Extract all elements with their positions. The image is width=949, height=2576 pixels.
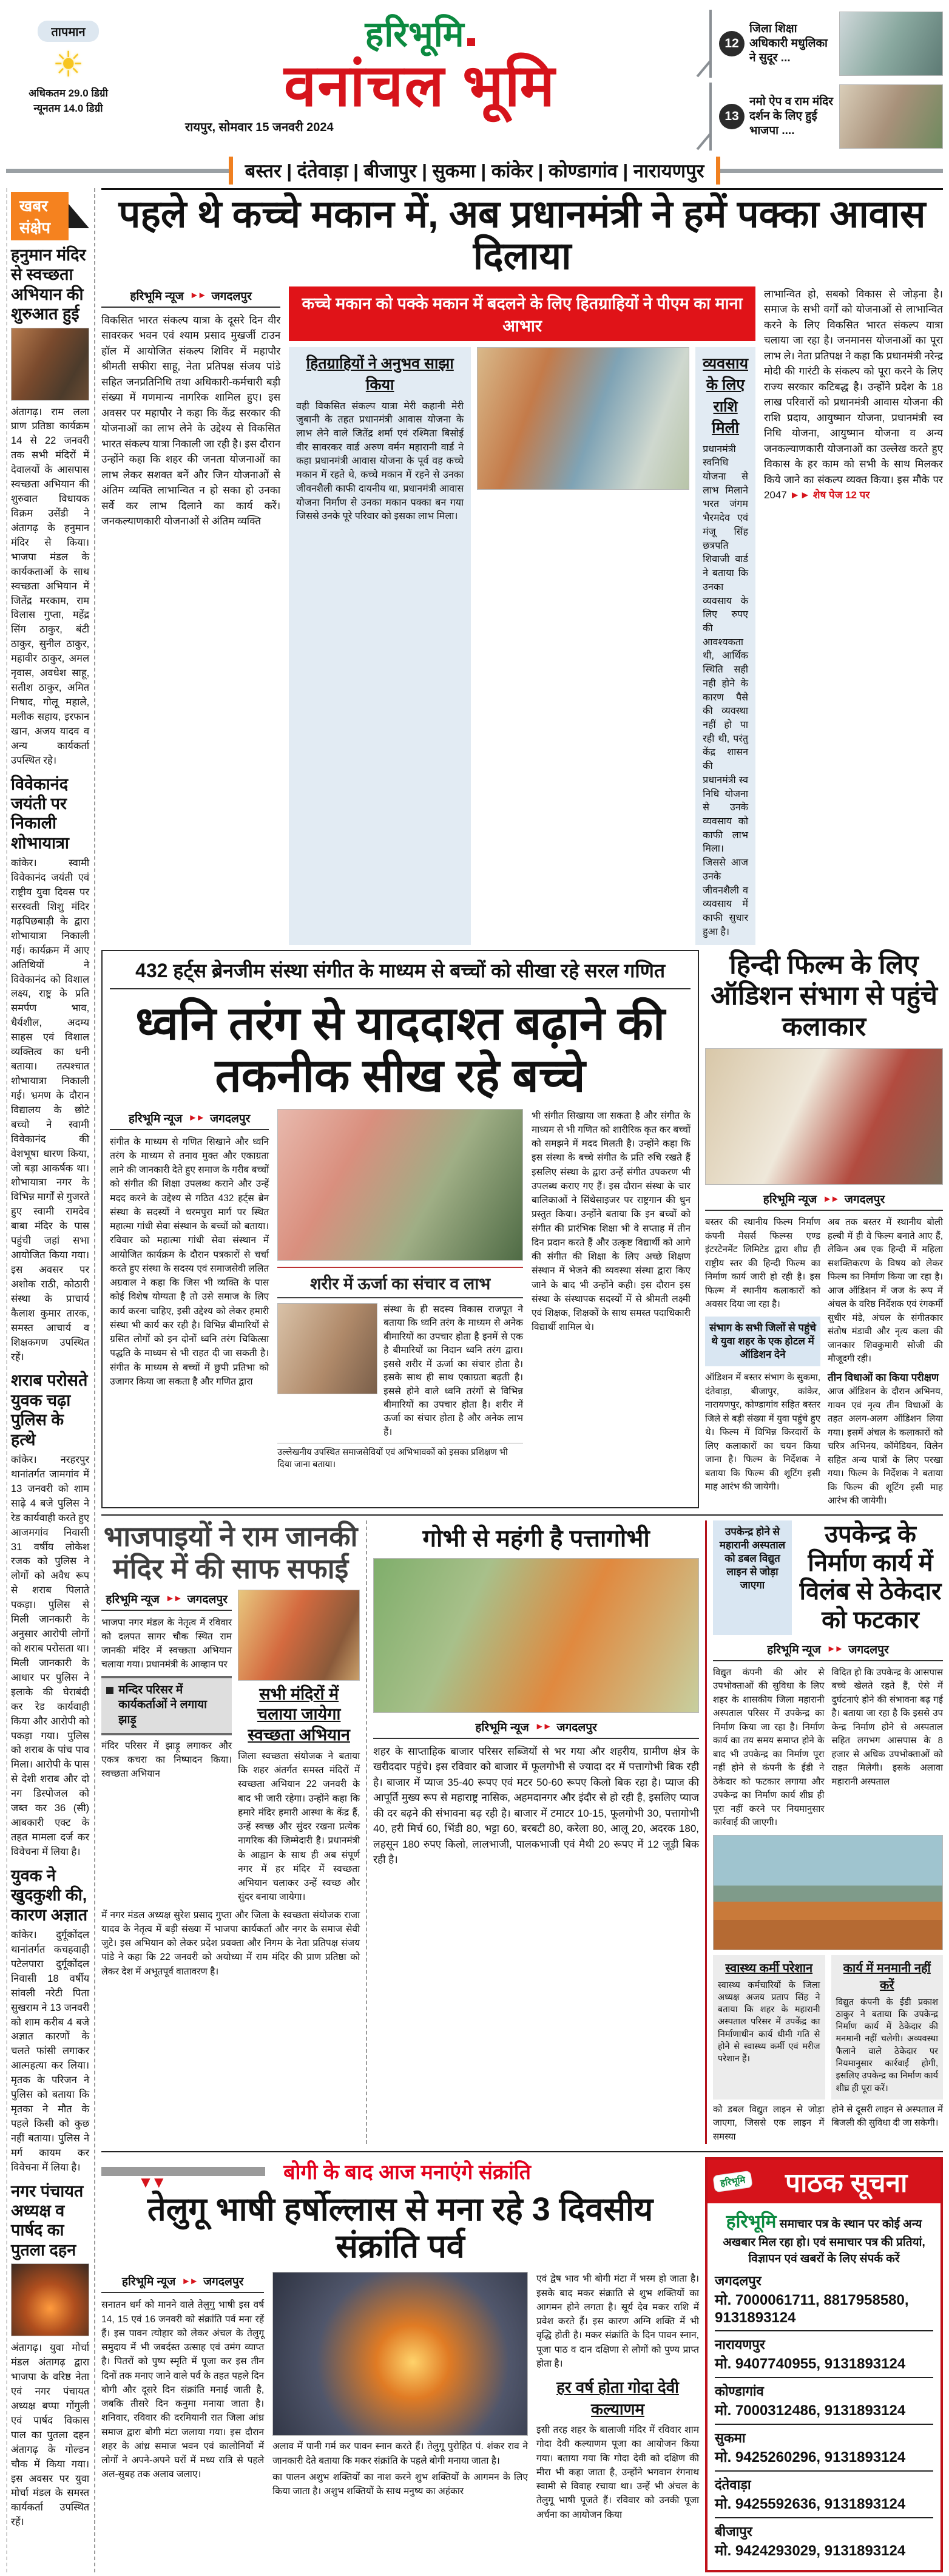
lead-column-center xyxy=(289,286,755,946)
sankranti-kicker: बोगी के बाद आज मनाएंगे संक्रांति xyxy=(283,2161,531,2185)
music-column-right xyxy=(532,1109,691,1471)
experience-box xyxy=(289,347,471,946)
bjp-pullquote-text: मन्दिर परिसर में कार्यकर्ताओं ने लगाया झाड़ू xyxy=(118,1683,208,1726)
energy-box-title: शरीर में ऊर्जा का संचार व लाभ xyxy=(277,1272,523,1298)
brand-logo-main: वनांचल भूमि xyxy=(284,53,556,118)
bjp-body-2: मंदिर परिसर में झाड़ू लगाकर और एकत्र कचरा का निष्पादन किया। स्वच्छता अभियान xyxy=(101,1740,232,1780)
top-briefs xyxy=(709,4,943,155)
film-headline: हिन्दी फिल्म के लिए ऑडिशन संभाग से पहुंचे कलाकार xyxy=(711,950,937,1042)
brand-dot-icon xyxy=(467,38,475,46)
film-column-right xyxy=(828,1216,943,1508)
reader-notice-box xyxy=(705,2157,943,2572)
reader-notice-header xyxy=(708,2160,941,2203)
cleaning-box-title: सभी मंदिरों में चलाया जायेगा स्वच्छता अभियान xyxy=(248,1684,350,1744)
film-highlight-box: संभाग के सभी जिलों से पहुंचे थे युवा शहर के एक होटल में ऑडिशन देने xyxy=(705,1317,820,1366)
contact-row xyxy=(715,2378,933,2425)
masthead xyxy=(6,4,943,155)
substation-body-right: विदित हो कि उपकेन्द्र के आसपास बच्चे खेलते रहते हैं, ऐसे में दुर्घटनाएं होने की संभावना बढ़ गई है। बताया जा रहा है कि इससे उप केन्द्र निर्माण होने से अस्पताल सहित लगभग आसपास के 8 हजार से अधिक उपभोक्ताओं को राहत मिलेगी। इसके अलावा महारानी अस्पताल xyxy=(831,1667,943,1787)
contact-phones: मो. 7000061711, 8817958580, 9131893124 xyxy=(715,2291,909,2326)
sidebar-article xyxy=(11,1371,89,1859)
kicker-bar xyxy=(101,2167,265,2191)
bjp-body-1: भाजपा नगर मंडल के नेतृत्व में रविवार को दलपत सागर चौक स्थित राम जानकी मंदिर में स्वच्छता अभियान चलाया गया। प्रधानमंत्री के आव्हान पर xyxy=(101,1617,232,1670)
photo-effigy-burning xyxy=(11,2263,89,2336)
film-body-2: ऑडिशन में बस्तर संभाग के सुकमा, दंतेवाड़ा, बीजापुर, कांकेर, नारायणपुर, कोण्डागांव सहित बस्तर जिले से बड़ी संख्या में युवा पहुंचे हुए थे। फिल्म में विभिन्न किरदारों के लिए कलाकारों का चयन किया जाना है। फिल्म के निर्देशक ने बताया कि फिल्म की शूटिंग इसी माह आरंभ की जायेगी। xyxy=(705,1372,820,1493)
contact-row xyxy=(715,2472,933,2518)
no-arbitrariness-box xyxy=(831,1955,944,2100)
business-box-body: प्रधानमंत्री स्वनिधि योजना से लाभ मिलाने भरत जंगम भैरमदेव एवं मंजू सिंह छत्रपति शिवाजी वार्ड ने बताया कि उनका व्यवसाय के लिए रुपए की आवश्यकता थी, आर्थिक स्थिति सही नही होने के कारण पैसे की व्यवस्था नहीं हो पा रही थी, परंतु केंद्र शासन की प्रधानमंत्री स्व निधि योजना से उनके व्यवसाय को काफी लाभ मिला। जिससे आज उनके जीवनशैली व व्यवसाय में काफी सुधार हुआ है। xyxy=(703,444,748,937)
lead-body-right: लाभान्वित हो, सबको विकास से जोड़ना है। समाज के सभी वर्गों को योजनाओं से लाभान्वित करने के लिए विकसित भारत संकल्प यात्रा चलाया जा रहा है। जनमानस योजनाओं का पूरा लाभ ले। नेता प्रतिपक्ष ने कहा कि प्रधानमंत्री नरेन्द्र मोदी की गारंटी के संकल्प को पूरा करने के लिए राज्य सरकार कटिबद्ध है। उन्होंने प्रदेश के 18 लाख परिवारों को प्रधानमंत्री आवास योजना की राशि प्रदाय, आयुष्मान योजना, प्रधानमंत्री स्व निधि योजना, आयुष्मान योजना व अन्य जनकल्याणकारी योजनाओं का उल्लेख करते हुए विकास के हर काम को सभी के साथ मिलकर किये जाने का संकल्प व्यक्त किया। इस मौके पर 2047 xyxy=(764,288,943,501)
sidebar-header-triangle-icon xyxy=(69,204,89,228)
experience-box-body: वही विकसित संकल्प यात्रा मेरी कहानी मेरी जुबानी के तहत प्रधानमंत्री आवास योजना के लाभ लेने वाले जितेंद्र शर्मा एवं रश्मिता बिसोई वीर सावरकर वार्ड अरुण वर्मन महारानी वार्ड ने कहा प्रधानमंत्री आवास योजना के पूर्व वह कच्चे मकान में रहते थे, कच्चे मकान में रहने से उनका जीवनशैली काफी दायनीय था, प्रधानमंत्री आवास योजना निर्माण से उनका मकान पक्का बन गया जिससे उनके पूरे परिवार को इसका लाभ मिला। xyxy=(296,401,464,522)
energy-box xyxy=(277,1267,523,1471)
sankranti-column-left xyxy=(101,2272,264,2522)
contact-row xyxy=(715,2268,933,2331)
sun-icon: ☀ xyxy=(52,45,84,84)
film-body-3: अब तक बस्तर में स्थानीय बोली हल्बी में ही वे फिल्म बनाते आए हैं, लेकिन अब एक हिन्दी में महिला सशक्तिकरण के विषय को लेकर फिल्म का निर्माण किया जा रहा है। आज ऑडिशन में जज के रूप में अंचल के वरिष्ठ निर्देशक एवं रंगकर्मी सुधीर मंडे, अंचल के संगीतकार संतोष मंडावी और नृत्य कला की जानकार शिवकुमारी सोजी की मौजूदगी रही। xyxy=(828,1217,943,1364)
business-box xyxy=(695,347,755,946)
main-content xyxy=(95,188,943,2572)
film-audition-story xyxy=(705,950,943,1508)
lead-column-left xyxy=(101,286,280,946)
brief-item xyxy=(709,10,943,78)
continued-on-page-note: ►► शेष पेज 12 पर xyxy=(789,489,870,501)
substation-headline: उपकेन्द्र के निर्माण कार्य में विलंब से ठेकेदार को फटकार xyxy=(799,1520,942,1634)
byline-place: जगदलपुर xyxy=(187,1593,228,1606)
sidebar-article xyxy=(11,1866,89,2175)
byline-arrow-icon: ►► xyxy=(181,2276,198,2286)
article-body: अंतागढ़। युवा मोर्चा मंडल अंतागढ़ द्वारा भाजपा के वरिष्ठ नेता एवं नगर पंचायत अध्यक्ष बप्पा गोंगुली एवं पार्षद विकास पाल का पुतला दहन अंतागढ़ के गोल्डन चौक में किया गया। इस अवसर पर युवा मोर्चा मंडल के समस्त कार्यकर्ता उपस्थित रहें। xyxy=(11,2342,90,2528)
contact-row xyxy=(715,2331,933,2378)
substation-story xyxy=(705,1520,943,2144)
byline xyxy=(101,1590,232,1611)
brand-logo-top: हरिभूमि xyxy=(365,15,465,54)
byline-arrow-icon: ►► xyxy=(188,1113,204,1124)
photo-ram-janki-temple-cleaning xyxy=(238,1590,360,1681)
dateline: रायपुर, सोमवार 15 जनवरी 2024 xyxy=(185,120,334,134)
bjp-headline: भाजपाइयों ने राम जानकी मंदिर में की साफ सफाई xyxy=(103,1520,358,1584)
article-title: नगर पंचायत अध्यक्ष व पार्षद का पुतला दहन xyxy=(11,2181,84,2259)
article-title: शराब परोसते युवक चढ़ा पुलिस के हत्थे xyxy=(11,1371,88,1449)
weather-title: तापमान xyxy=(38,21,98,42)
byline-place: जगदलपुर xyxy=(844,1193,885,1207)
byline xyxy=(101,2272,264,2293)
byline-agency: हरिभूमि न्यूज xyxy=(130,290,184,303)
bjp-pullquote xyxy=(101,1676,232,1735)
music-column-center xyxy=(277,1109,523,1471)
music-body-right: भी संगीत सिखाया जा सकता है और संगीत के माध्यम से भी गणित को शारीरिक कृत कर बच्चों को समझने में मदद मिलती है। उन्होंने कहा कि इस संस्था के बच्चे संगीत के प्रति रुचि रखते हैं इसलिए संस्था के द्वारा उन्हें संगीत उपकरण भी उपलब्ध कराए गए हैं। इस दौरान संस्था के चार बालिकाओं ने सिंथेसाइजर पर राष्ट्रगान की धुन प्रस्तुत किया। उन्होंने बताया कि इन बच्चों को संगीत की प्रारंभिक शिक्षा भी वे सप्ताह में तीन दिन प्रदान करते हैं और उत्कृष्ट विद्यार्थी को आगे की संगीत की शिक्षा के लिए अच्छे शिक्षण संस्थान में भेजने की व्यवस्था संस्था द्वारा किए जाने के बाद भी उन्होंने कही। इस दौरान इस संस्था के संस्थापक सदस्यों में से श्रीमती लक्ष्मी एवं शिक्षक, शिक्षकों के साथ समस्त पदाधिकारी विद्यार्थी शामिल थे। xyxy=(532,1110,691,1333)
goda-devi-box xyxy=(536,2376,699,2522)
byline xyxy=(101,286,280,308)
lead-story xyxy=(101,188,943,945)
photo-bogi-bonfire xyxy=(272,2272,528,2436)
brief-bracket-line xyxy=(709,10,714,78)
sankranti-body-left: सनातन धर्म को मानने वाले तेलुगु भाषी इस वर्ष 14, 15 एवं 16 जनवरी को संक्रांति पर्व मना रहें हैं। इस पावन त्योहार को लेकर अंचल के तेलुगू समुदाय में भी जबर्दस्त उत्साह एवं उमंग व्याप्त है। पितरों को पुष्प स्मृति में पूजा कर इस तीन दिनों तक मनाए जाने वाले पर्व के तहत पहले दिन बोगी और दूसरे दिन संक्रांति मनाई जाती है, जबकि तीसरे दिन कनुमा मनाया जाता है। शनिवार, रविवार की दरमियानी रात जिला आंध्र समाज द्वारा बोगी मंटा जलाया गया। इस दौरान शहर के आंध्र समाज भवन एवं कालोनियों में लोगों ने अपने-अपने घरों में मध्य रात्रि से पहले अल-सुबह तक अलाव जलाए। xyxy=(101,2300,265,2480)
brief-number-badge: 12 xyxy=(719,31,745,56)
byline xyxy=(713,1640,943,1661)
byline xyxy=(705,1190,943,1211)
byline-agency: हरिभूमि न्यूज xyxy=(121,2276,176,2289)
brand-name: हरिभूमि xyxy=(726,2212,777,2232)
weather-widget xyxy=(6,4,130,155)
contact-city: बीजापुर xyxy=(715,2523,752,2539)
film-body-4: आज ऑडिशन के दौरान अभिनय, गायन एवं नृत्य तीन विधाओं के तहत अलग-अलग ऑडिशन लिया गया। इसमें अंचल के कलाकारों को चरित्र अभिनय, कॉमेडियन, विलेन सहित अन्य पात्रों के लिए परखा गया। फिल्म के निर्देशक ने बताया कि फिल्म की शूटिंग इसी माह आरंभ की जायेगी। xyxy=(828,1386,943,1507)
sidebar-article xyxy=(11,2181,89,2530)
contact-phones: मो. 7000312486, 9131893124 xyxy=(715,2402,906,2419)
contact-row xyxy=(715,2518,933,2564)
film-body-1: बस्तर की स्थानीय फिल्म निर्माण कंपनी मेसर्स फिल्म्स एण्ड इंटरटेनमेंट लिमिटेड द्वारा शीघ्र ही राष्ट्रीय स्तर की हिन्दी फिल्म का निर्माण कार्य जारी हो रही है। इस फिल्म में स्थानीय कलाकारों को अवसर दिया जा रहा है। xyxy=(705,1217,820,1310)
weather-max: अधिकतम 29.0 डिग्री xyxy=(29,87,108,99)
goda-devi-box-body: इसी तरह शहर के बालाजी मंदिर में रविवार शाम गोदा देवी कल्याणम पूजा का आयोजन किया गया। बताया गया कि गोदा देवी को दक्षिण की मीरा भी कहा जाता है, उन्होंने भगवान रंगनाथ स्वामी से विवाह रचाया था। उन्हें भी अंचल के तेलुगू भाषी पूजते हैं। रविवार को उनकी पूजा अर्चना का आयोजन किया xyxy=(536,2425,699,2520)
brief-bracket-line xyxy=(709,83,714,151)
byline-agency: हरिभूमि न्यूज xyxy=(106,1593,160,1606)
lead-column-right xyxy=(764,286,943,946)
contact-city: सुकमा xyxy=(715,2430,746,2446)
sankranti-column-right xyxy=(536,2272,699,2522)
square-bullet-icon xyxy=(106,1687,113,1694)
contact-phones: मो. 9425592636, 9131893124 xyxy=(715,2495,906,2512)
cabbage-price-story xyxy=(367,1520,705,2144)
article-title: हनुमान मंदिर से स्वच्छता अभियान की शुरुआत हुई xyxy=(11,246,86,324)
film-subhead: तीन विधाओं का किया परीक्षण xyxy=(828,1371,939,1383)
bjp-cleaning-story xyxy=(101,1520,367,2144)
sankranti-column-center xyxy=(272,2272,528,2522)
contact-row xyxy=(715,2425,933,2472)
experience-box-title: हितग्राहियों ने अनुभव साझा किया xyxy=(306,354,454,394)
article-title: युवक ने खुदकुशी की, कारण अज्ञात xyxy=(11,1866,88,1924)
photo-vegetable-market xyxy=(373,1558,699,1713)
sankranti-story xyxy=(101,2157,705,2572)
byline xyxy=(110,1109,269,1130)
film-column-left xyxy=(705,1216,820,1508)
goda-devi-box-title: हर वर्ष होता गोदा देवी कल्याणम xyxy=(556,2378,679,2419)
music-headline: ध्वनि तरंग से याददाश्त बढ़ाने की तकनीक सीख रहे बच्चे xyxy=(135,998,665,1102)
sidebar-article xyxy=(11,245,89,768)
article-body: कांकेर। नरहरपुर थानांतर्गत जामगांव में 13 जनवरी को शाम साढ़े 4 बजे पुलिस ने रेड कार्यवाही करते हुए आजमगांव निवासी 31 वर्षीय लोकेश रजक को पुलिस ने लोगों को अवैध रूप से शराब पिलाते पकड़ा। पुलिस से मिली जानकारी के अनुसार आरोपी लोगों को शराब परोसता था। मिली जानकारी के आधार पर पुलिस ने इलाके की घेराबंदी कर रेड कार्यवाही किया और आरोपी को पकड़ा गया। पुलिस को शराब के पांच पाव मिला। आरोपी के पास से देशी शराब और दो नग डिस्पोजल को जब्त कर 36 (सी) आबकारी एक्ट के तहत मामला दर्ज कर विवेचना में लिया है। xyxy=(11,1454,90,1857)
sidebar-header xyxy=(11,192,89,240)
byline-place: जगदलपुर xyxy=(210,1112,251,1125)
substation-tail-right: होने से दूसरी लाइन से अस्पताल में बिजली की सुविधा दी जा सकेगी। xyxy=(831,2104,943,2129)
byline-agency: हरिभूमि न्यूज xyxy=(767,1643,821,1656)
byline-arrow-icon: ►► xyxy=(535,1721,551,1732)
byline-agency: हरिभूमि न्यूज xyxy=(475,1721,529,1734)
music-math-story xyxy=(101,950,699,1508)
sankranti-mid-tail: का पालन अशुभ शक्तियों का नाश करने शुभ शक्तियों के आगमन के लिए किया जाता है। अशुभ शक्तियों के साथ मनुष्य का अहंकार xyxy=(272,2472,528,2497)
reader-notice-intro xyxy=(715,2209,933,2267)
music-body-left: संगीत के माध्यम से गणित सिखाने और ध्वनि तरंग के माध्यम से तनाव मुक्त और एकाग्रता लाने की जानकारी देते हुए समाज के गरीब बच्चों को संगीत की शिक्षा उपलब्ध कराने और उन्हें मदद करने के उद्देश्य से गठित 432 हर्ट्स ब्रेन संस्था के सदस्यों ने धरमपुरा मार्ग पर स्थित महात्मा गांधी सेवा संस्थान के बच्चों को बताया। रविवार को महात्मा गांधी सेवा संस्थान में आयोजित कार्यक्रम के दौरान पत्रकारों से चर्चा करते हुए संस्था के सदस्य एवं समाजसेवी ललित अग्रवाल ने कहा कि जिस भी व्यक्ति के पास कोई विशेष योग्यता है तो उसे समाज के लिए कार्य करना चाहिए, इसी उद्देश्य को लेकर हमारी संस्था भी कार्य कर रही है। विभिन्न बीमारियों से ग्रसित लोगों को इन दोनों ध्वनि तरंग चिकित्सा पद्धति के माध्यम से भी राहत दी जा सकती है। संगीत के माध्यम से बच्चों में छुपी प्रतिभा को उजागर किया जा सकता है और गणित द्वारा xyxy=(110,1136,269,1387)
bjp-column-left xyxy=(101,1590,232,1905)
contact-city: नारायणपुर xyxy=(715,2336,765,2352)
contact-phones: मो. 9424293029, 9131893124 xyxy=(715,2542,906,2559)
nav-rule-right xyxy=(720,169,943,173)
news-brief-sidebar xyxy=(6,188,95,2572)
health-workers-box-title: स्वास्थ्य कर्मी परेशान xyxy=(725,1961,813,1975)
contact-city: दंतेवाड़ा xyxy=(715,2476,751,2492)
photo-audition-panel xyxy=(705,1048,943,1185)
sankranti-headline: तेलुगू भाषी हर्षोल्लास से मना रहे 3 दिवसीय संक्रांति पर्व xyxy=(147,2191,653,2265)
contact-city: कोण्डागांव xyxy=(715,2383,764,2399)
no-arbitrariness-box-title: कार्य में मनमानी नहीं करें xyxy=(843,1961,931,1992)
health-workers-box xyxy=(713,1955,825,2100)
byline-arrow-icon: ►► xyxy=(189,290,206,301)
masthead-logo xyxy=(130,4,709,155)
reader-notice-intro-text: समाचार पत्र के स्थान पर कोई अन्य अखबार मिल रहा हो। एवं समाचार पत्र की प्रतियां, विज्ञापन एवं खबरों के लिए संपर्क करें xyxy=(723,2218,925,2265)
substation-highlight-box: उपकेन्द्र होने से महारानी अस्पताल को डबल विद्युत लाइन से जोड़ा जाएगा xyxy=(713,1520,792,1635)
cleaning-box-body: जिला स्वच्छता संयोजक ने बताया कि शहर अंतर्गत समस्त मंदिरों में स्वच्छता अभियान 22 जनवरी के बाद भी जारी रहेगा। उन्होंने कहा कि हमारे मंदिर हमारी आस्था के केंद्र हैं, उन्हें स्वच्छ और सुंदर रखना प्रत्येक नागरिक की जिम्मेदारी है। प्रधानमंत्री के आह्वान के साथ ही अब संपूर्ण नगर में हर मंदिर में स्वच्छता अभियान चलाकर उन्हें स्वच्छ और सुंदर बनाया जायेगा। xyxy=(238,1751,360,1903)
energy-box-body: संस्था के ही सदस्य विकास राजपूत ने बताया कि ध्वनि तरंग के माध्यम से अनेक बीमारियों का उपचार होता है इनमें से एक है बीमारियों का निदान ध्वनि तरंग द्वारा। इससे शरीर में ऊर्जा का संचार होता है। इसके साथ ही साथ एकाग्रता बढ़ती है। इससे होने वाले ध्वनि तरंगों से विभिन्न बीमारियों का उपचार होता है। शरीर में ऊर्जा का संचार होता है और अनेक लाभ हैं। xyxy=(383,1304,523,1437)
chevron-down-icon: ▼▼ xyxy=(138,2172,164,2191)
byline-agency: हरिभूमि न्यूज xyxy=(763,1193,817,1207)
photo-pm-awas-key-handover xyxy=(477,347,689,490)
newspaper-roll-icon: हरिभूमि xyxy=(712,2171,753,2193)
byline-arrow-icon: ►► xyxy=(165,1593,181,1604)
article-body: कांकेर। दुर्गूकोंदल थानांतर्गत कचहवाही पटेलपारा दुर्गूकोंदल निवासी 18 वर्षीय सांवली नरेटी पिता सुखराम ने 13 जनवरी को शाम करीब 4 बजे अज्ञात कारणों के चलते फांसी लगाकर आत्महत्या कर लिया। मृतक के परिजन ने पुलिस को बताया कि मृतका ने मौत के पहले किसी को कुछ नहीं बताया। पुलिस ने मर्ग कायम कर विवेचना में लिया है। xyxy=(11,1929,90,2173)
byline-agency: हरिभूमि न्यूज xyxy=(128,1112,183,1125)
byline-place: जगदलपुर xyxy=(556,1721,597,1734)
cabbage-headline: गोभी से महंगी है पत्तागोभी xyxy=(422,1525,650,1552)
business-box-title: व्यवसाय के लिए राशि मिली xyxy=(703,354,748,437)
energy-box-note: उल्लेखनीय उपस्थित समाजसेवियों एवं अभिभावकों को इसका प्रशिक्षण भी दिया जाना बताया। xyxy=(277,1443,523,1470)
cabbage-body: शहर के साप्ताहिक बाजार परिसर सब्जियों से भर गया और शहरीय, ग्रामीण क्षेत्र के खरीददार पहुंचे। इस रविवार को बाजार में फूलगोभी से ज्यादा दर में पत्तागोभी बिक रही है। बाजार में प्याज 35-40 रूपए एवं मटर 50-60 रूपए किलो बिक रहा है। प्याज की आपूर्ति मुख्य रूप से महाराष्ट्र नासिक, अहमदानगर और इंदौर से हो रही है, इसलिए प्याज की दर बढ़ने की संभावना बढ़ रही है। बाजार में टमाटर 10-15, फूलगोभी 30, पत्तागोभी 40, हरी मिर्च 60, भिंडी 80, भट्टा 60, बरबटी 80, करेला 80, आलू 20, अदरक 180, लहसून 180 रुपए किलो, लालभाजी, पालकभाजी एवं मैथी 20 रूपए में 12 जूड़ी बिक रही है। xyxy=(373,1745,699,1866)
byline-place: जगदलपुर xyxy=(848,1643,889,1656)
contact-phones: मो. 9425260296, 9131893124 xyxy=(715,2449,906,2466)
reader-notice-title: पाठक सूचना xyxy=(785,2168,908,2198)
sankranti-center-tail: अलाव में पानी गर्म कर पावन स्नान करते हैं। तेलुगू पुरोहित पं. शंकर राव ने जानकारी देते बताया कि मकर संक्रांति के पहले बोगी मनाया जाता है। xyxy=(272,2441,528,2466)
byline xyxy=(373,1718,699,1739)
article-body: अंतागढ़। राम लला प्राण प्रतिष्ठा कार्यक्रम 14 से 22 जनवरी तक सभी मंदिरों में देवालयों के आसपास स्वच्छता अभियान की शुरुवात विधायक विक्रम उसेंडी ने अंतागढ़ के हनुमान मंदिर से किया। भाजपा मंडल के कार्यकताओं के साथ स्वच्छता अभियान में जितेंद्र मरकाम, राम विलास गुप्ता, महेंद्र सिंग ठाकुर, बंटी ठाकुर, सुनील ठाकुर, महावीर ठाकुर, अमल नृवास, अवधेश साहू, सतीश ठाकुर, अमित निषाद, गोलू महाले, मलीक सहाय, इरफान खान, अजय यादव व अन्य कार्यकर्ता उपस्थित रहे। xyxy=(11,406,90,766)
photo-temple-cleaning xyxy=(11,328,89,401)
brief-number-badge: 13 xyxy=(719,104,745,129)
photo-children-music-class xyxy=(277,1109,523,1261)
edition-navbar xyxy=(6,157,943,185)
bjp-column-right xyxy=(238,1590,360,1905)
sidebar-header-label: खबर संक्षेप xyxy=(11,192,69,240)
bjp-body-3: में नगर मंडल अध्यक्ष सुरेश प्रसाद गुप्ता और जिला के स्वच्छता संयोजक राजा यादव के नेतृत्व में बड़ी संख्या में भाजपा कार्यकर्ता और नगर के समाज सेवी जुटे। इस अभियान को लेकर प्रदेश प्रवक्ता और निगम के नेता प्रतिपक्ष संजय पांडे ने कहा कि 22 जनवरी को अयोध्या में राम मंदिर की प्राण प्रतिष्ठा को लेकर देश में अभूतपूर्व वातावरण है। xyxy=(101,1910,360,1977)
substation-body-left: विद्युत कंपनी की ओर से उपभोक्ताओं की सुविधा के लिए शहर के शासकीय जिला महारानी अस्पताल परिसर में उपकेन्द्र का निर्माण किया जा रहा है। निर्माण कार्य का तय समय समाप्त होने के बाद भी उपकेन्द्र का निर्माण पूरा नहीं होने से कंपनी के ईडी ने ठेकेदार को फटकार लगाया और उपकेन्द्र का निर्माण कार्य शीघ्र ही पूरा नहीं करने पर नियमानुसार कार्रवाई की जाएगी। xyxy=(713,1667,825,1828)
contact-city: जगदलपुर xyxy=(715,2273,762,2288)
nav-rule-left xyxy=(6,169,229,173)
photo-power-substation xyxy=(713,1835,943,1950)
lead-headline: पहले थे कच्चे मकान में, अब प्रधानमंत्री ने हमें पक्का आवास दिलाया xyxy=(118,193,926,278)
byline-arrow-icon: ►► xyxy=(823,1193,839,1204)
nav-city-list: बस्तर | दंतेवाड़ा | बीजापुर | सुकमा | कांकेर | कोण्डागांव | नारायणपुर xyxy=(229,157,721,185)
article-title: विवेकानंद जयंती पर निकाली शोभायात्रा xyxy=(11,774,69,852)
brief-text: जिला शिक्षा अधिकारी मधुलिका ने सुदूर ... xyxy=(749,22,828,64)
music-kicker: 432 हर्ट्स ब्रेनजीम संस्था संगीत के माध्यम से बच्चों को सीखा रहे सरल गणित xyxy=(110,957,691,989)
brief-text: नमो ऐप व राम मंदिर दर्शन के लिए हुई भाजपा .... xyxy=(749,95,834,137)
brief-item xyxy=(709,83,943,151)
article-body: कांकेर। स्वामी विवेकानंद जयंती एवं राष्ट्रीय युवा दिवस पर सरस्वती शिशु मंदिर गढ़पिछबाड़ी के द्वारा शोभायात्रा निकाली गई। कार्यक्रम में आए अतिथियों ने विवेकानंद को विशाल लक्ष्य, राष्ट्र के प्रति समर्पण भाव, धैर्यशील, अदम्य साहस एवं विशाल व्यक्तित्व का धनी बताया। तत्पश्चात शोभायात्रा निकाली गई। भ्रमण के दौरान विद्यालय के छोटे बच्चो ने स्वामी विवेकानंद की वेशभूषा धारण किया, जो बड़ा आकर्षक था। शोभायात्रा नगर के विभिन्न मार्गों से गुजरते हुए स्वामी रामदेव बाबा मंदिर के पास पहुंची जहां सभा आयोजित किया गया। इस अवसर पर अशोक राठी, कोठारी संस्था के प्राचार्य कैलाश कुमार तारक, समस्त आचार्य व शिक्षकगण उपस्थित रहें। xyxy=(11,858,90,1363)
lead-subhead: कच्चे मकान को पक्के मकान में बदलने के लिए हितग्राहियों ने पीएम का माना आभार xyxy=(289,286,755,341)
byline-place: जगदलपुर xyxy=(211,290,252,303)
photo-sound-therapy xyxy=(277,1303,377,1394)
photo-bjp-meeting xyxy=(839,84,943,149)
substation-tail-left: को डबल विद्युत लाइन से जोड़ा जाएगा, जिससे एक लाइन में समस्या xyxy=(713,2104,825,2142)
photo-classroom-training xyxy=(839,12,943,76)
health-workers-box-body: स्वास्थ्य कर्मचारियों के जिला अध्यक्ष अजय प्रताप सिंह ने बताया कि शहर के महारानी अस्पताल परिसर में उपकेंद्र का निर्माणाधीन कार्य धीमी गति से होने से स्वास्थ्य कर्मी एवं मरीज परेशान हैं। xyxy=(718,1980,820,2064)
no-arbitrariness-box-body: विद्युत कंपनी के ईडी प्रकाश ठाकुर ने बताया कि उपकेन्द्र निर्माण कार्य में ठेकेदार की मनमानी नहीं चलेगी। अव्यवस्था फैलाने वाले ठेकेदार पर नियमानुसार कार्रवाई होगी, इसलिए उपकेन्द्र का निर्माण कार्य शीघ्र ही पूरा करें। xyxy=(836,1997,938,2093)
contact-phones: मो. 9407740955, 9131893124 xyxy=(715,2355,906,2372)
byline-arrow-icon: ►► xyxy=(826,1644,843,1654)
weather-min: न्यूनतम 14.0 डिग्री xyxy=(33,103,103,115)
sidebar-article xyxy=(11,774,89,1365)
music-column-left xyxy=(110,1109,269,1471)
lead-body-left: विकसित भारत संकल्प यात्रा के दूसरे दिन वीर सावरकर भवन एवं श्याम प्रसाद मुखर्जी टाउन हॉल में आयोजित संकल्प शिविर में महापौर श्रीमती सफीरा साहू, नेता प्रतिपक्ष संजय पांडे सहित जनप्रतिनिधि तथा अधिकारी-कर्मचारी बड़ी संख्या में गणमान्य नागरिक शामिल हुए। इस अवसर पर महापौर ने कहा कि केंद्र सरकार की योजनाओं का लाभ लेने के उद्देश्य से विकसित भारत संकल्प यात्रा निकाली जा रही है। इस दौरान उन्होंने कहा कि शहर की जनता योजनाओं का लाभ लेकर सशक्त बनें और जिन योजनाओं से अंतिम व्यक्ति लाभान्वित न हो सका हो उनका सर्वे कर लाभ दिलाने का कार्य करें। जनकल्याणकारी योजनाओं से अंतिम व्यक्ति xyxy=(101,314,281,527)
byline-place: जगदलपुर xyxy=(203,2276,244,2289)
sankranti-body-right: एवं द्वेष भाव भी बोगी मंटा में भस्म हो जाता है। इसके बाद मकर संक्राति से शुभ शक्तियों का आगमन होने लगता है। सूर्य देव मकर राशि में प्रवेश करते हैं। इस कारण अग्नि शक्ति में भी वृद्धि होती है। मकर संक्रांति के दिन पावन स्नान, पूजा पाठ व दान दक्षिणा से लोगों को पुण्य प्राप्त होता है। xyxy=(536,2274,699,2369)
